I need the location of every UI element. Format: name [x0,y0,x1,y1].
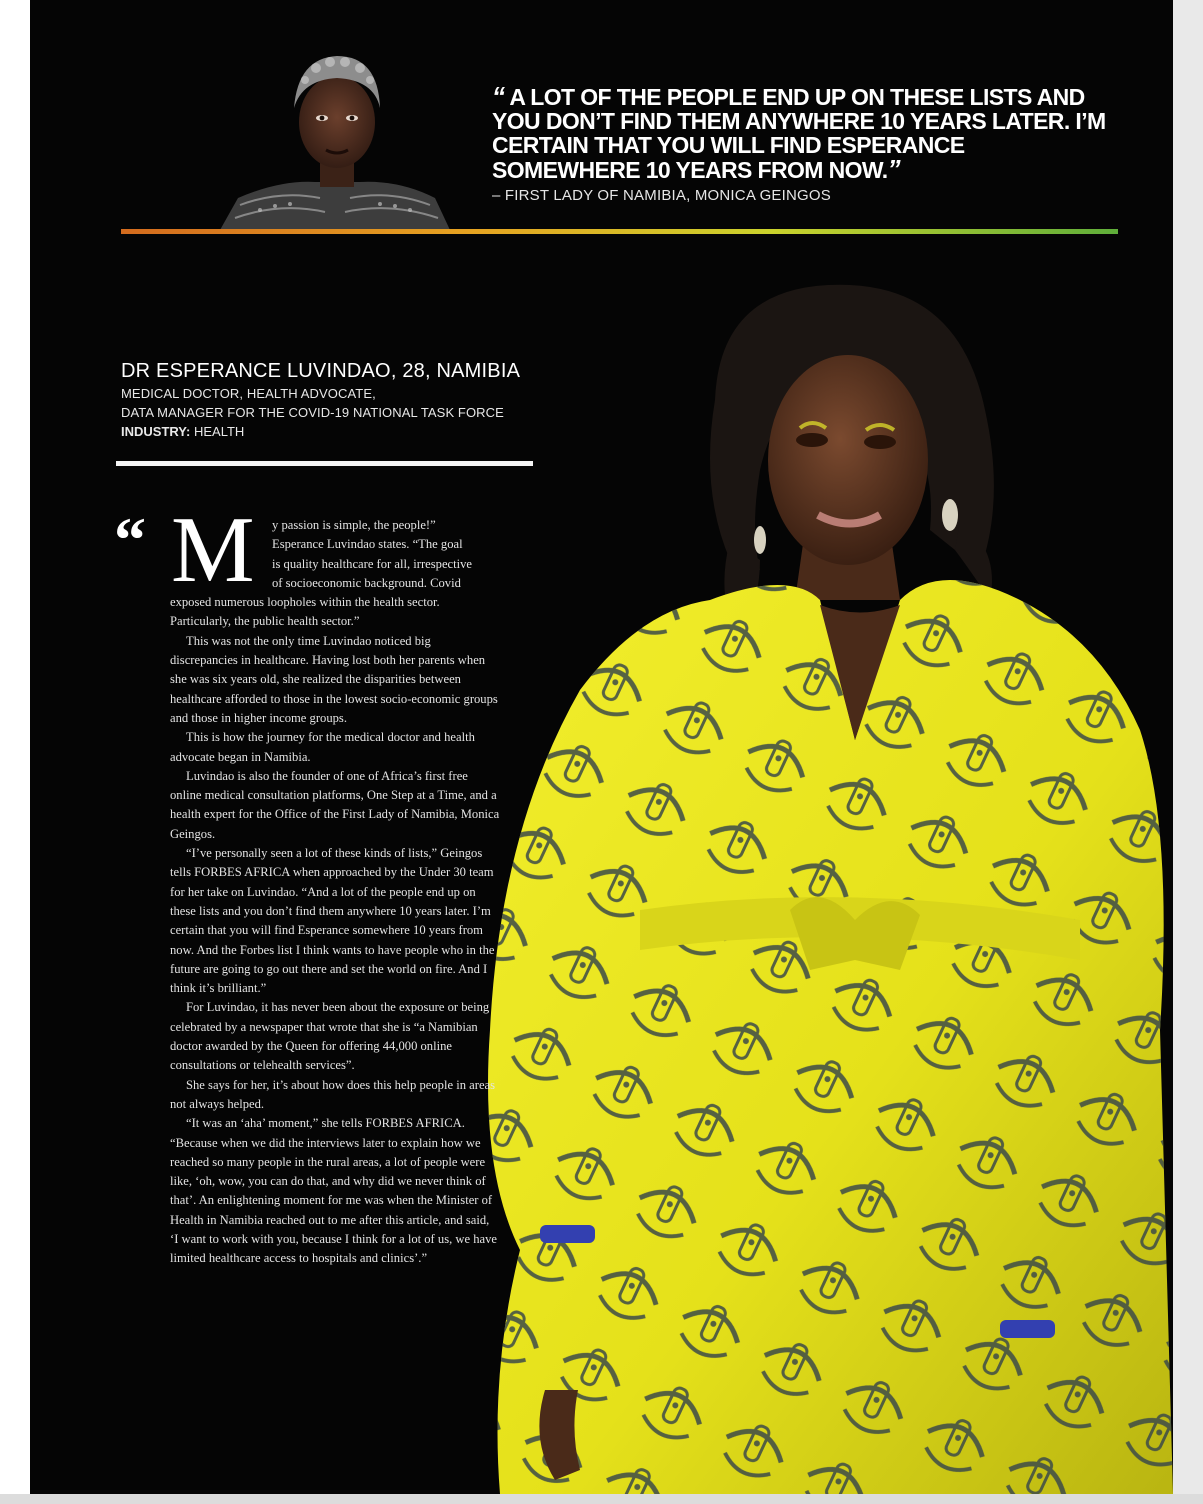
article-paragraph: She says for her, it’s about how does this help people in areas not always helped. [170,1077,496,1111]
industry-label: INDUSTRY: [121,424,191,439]
article-paragraph: “It was an ‘aha’ moment,” she tells FORBES AFRICA. “Because when we did the interviews later to explain how we reached so many people in the rural areas, a lot of people were like, ‘oh, wow, you can do that, and why did we never think of that’. An enlightening moment for me was when the Minister of Health in Namibia reached out to me after this article, and said, ‘I want to work with you, because I think for a lot of us, we have limited healthcare access to hospitals and clinics’.” [170,1116,498,1266]
industry-value: HEALTH [193,424,245,439]
pull-quote [492,81,1112,184]
industry-line [121,424,244,439]
article-body [170,516,500,1269]
profile-role-line2: DATA MANAGER FOR THE COVID-19 NATIONAL TASK FORCE [121,405,504,420]
pull-quote-text: A LOT OF THE PEOPLE END UP ON THESE LISTS AND YOU DON’T FIND THEM ANYWHERE 10 YEARS LATER. I’M CERTAIN THAT YOU WILL FIND ESPERANCE SOMEWHERE 10 YEARS FROM NOW. [492,84,1106,183]
lead-line: y passion is simple, the people!” [272,518,436,532]
gradient-divider [121,229,1118,234]
main-portrait-photo [460,270,1173,1494]
article-paragraph: This was not the only time Luvindao noticed big discrepancies in healthcare. Having lost both her parents when she was six years old, she realized the disparities between healthcare afforded to those in the lowest socio-economic groups and those in higher income groups. [170,633,498,725]
profile-role-line1: MEDICAL DOCTOR, HEALTH ADVOCATE, [121,386,376,401]
lead-line: is quality healthcare for all, irrespective [272,556,473,571]
inset-portrait-photo [220,30,450,230]
article-dropcap: M [171,498,255,602]
pull-quote-attribution: – FIRST LADY OF NAMIBIA, MONICA GEINGOS [492,187,831,204]
pull-quote-close-mark: ” [887,154,900,184]
page-edge-bottom [0,1494,1203,1504]
article-paragraph: This is how the journey for the medical doctor and health advocate began in Namibia. [170,730,475,764]
lead-paragraph-rest: exposed numerous loopholes within the health sector. Particularly, the public health sector.” [170,595,440,629]
pull-quote-open-mark: “ [492,81,505,111]
article-paragraph: “I’ve personally seen a lot of these kinds of lists,” Geingos tells FORBES AFRICA when approached by the Under 30 team for her take on Luvindao. “And a lot of the people end up on these lists and you don’t find them anywhere 10 years later. I’m certain that you will find Esperance somewhere 10 years from now. And the Forbes list I think wants to have people who in the future are going to go out there and set the world on fire. And I think it’s brilliant.” [170,846,495,996]
article-open-quote: “ [114,504,146,575]
profile-name: DR ESPERANCE LUVINDAO, 28, NAMIBIA [121,360,521,382]
article-paragraph: Luvindao is also the founder of one of Africa’s first free online medical consultation platforms, One Step at a Time, and a health expert for the Office of the First Lady of Namibia, Monica Geingos. [170,768,500,841]
profile-divider [116,461,533,466]
lead-line: Esperance Luvindao states. “The goal [272,537,463,552]
magazine-page [30,0,1173,1494]
page-edge-right [1173,0,1203,1504]
lead-line: of socioeconomic background. Covid [272,575,461,590]
article-paragraph: For Luvindao, it has never been about the exposure or being celebrated by a newspaper that wrote that she is “a Namibian doctor awarded by the Queen for offering 44,000 online consultations or telehealth services”. [170,1000,490,1073]
